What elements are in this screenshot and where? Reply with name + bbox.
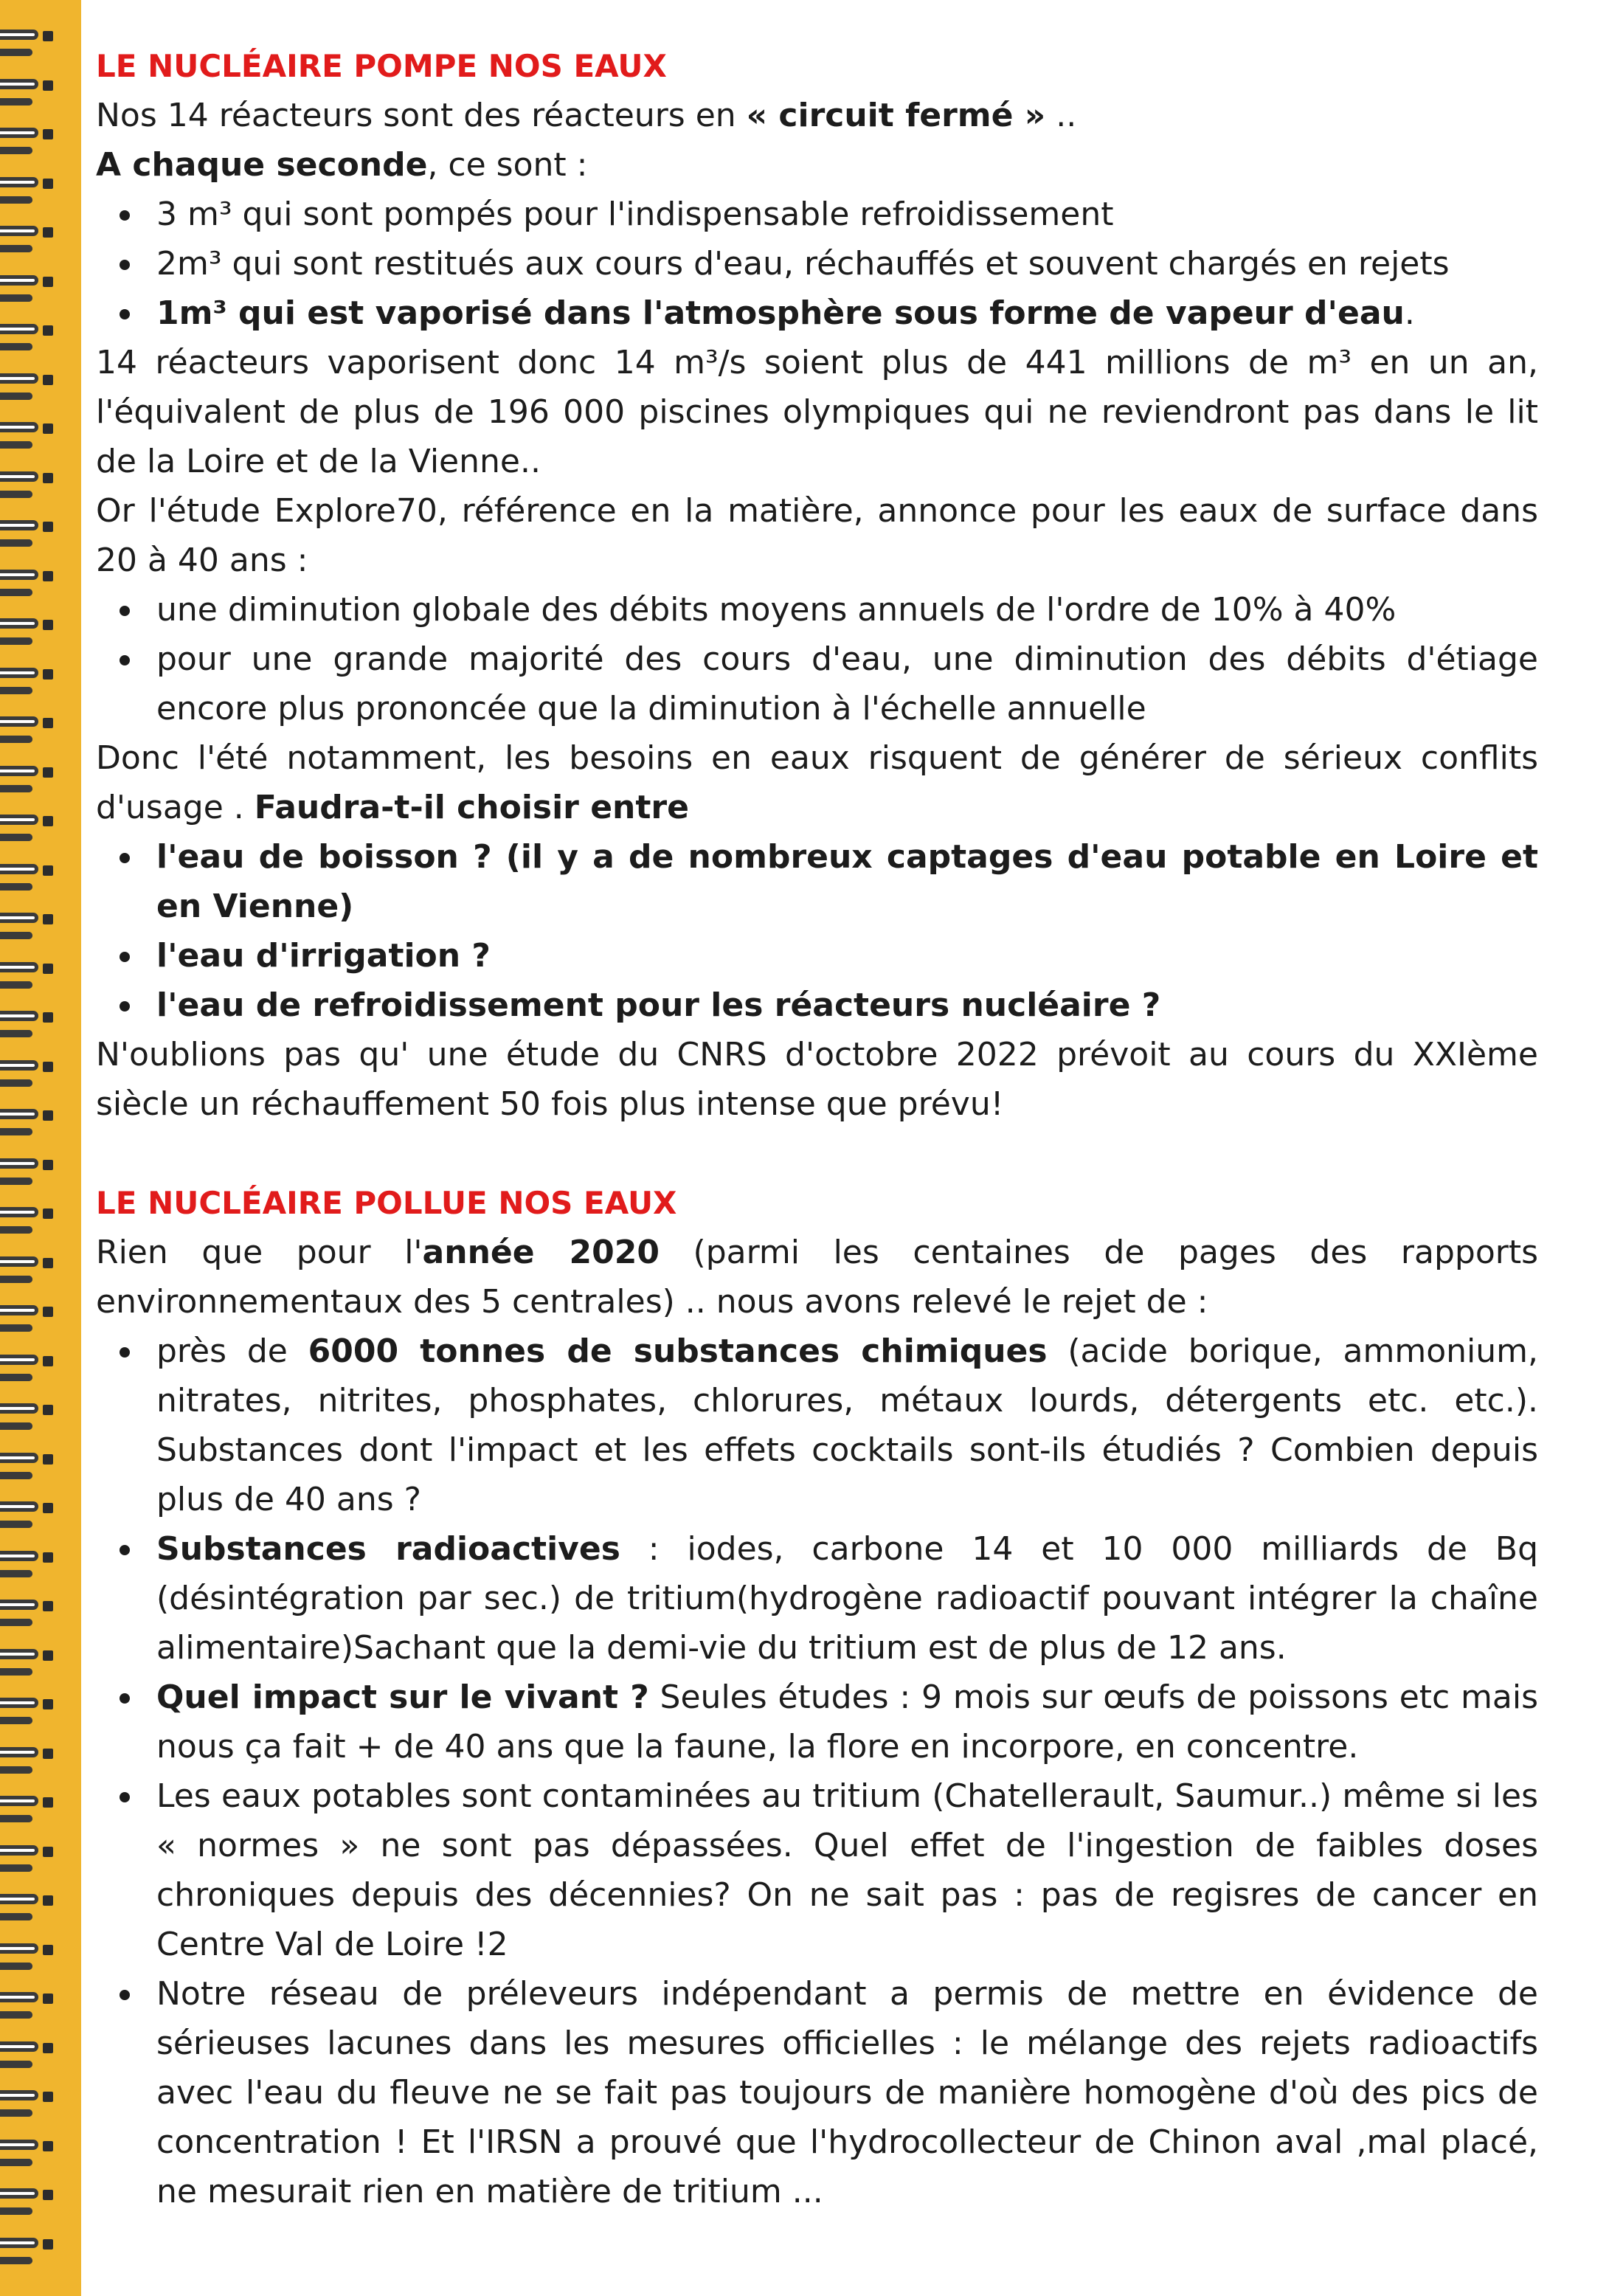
list-item [156, 1327, 1538, 1524]
text: Donc l'été notamment, les besoins en eaux risquent de générer de sérieux conflits d'usage . [96, 739, 1538, 826]
text: , ce sont : [427, 146, 588, 184]
list-item [156, 288, 1538, 338]
spiral-coil [0, 1885, 59, 1934]
rejets-list [96, 1327, 1538, 2216]
spiral-coil [0, 21, 59, 70]
list-item: une diminution globale des débits moyens annuels de l'ordre de 10% à 40% [156, 585, 1538, 634]
spiral-coil [0, 217, 59, 266]
spiral-coil [0, 1248, 59, 1297]
emphasis-text: année 2020 [422, 1234, 660, 1271]
spiral-coil [0, 1493, 59, 1542]
list-item: 2m³ qui sont restitués aux cours d'eau, réchauffés et souvent chargés en rejets [156, 239, 1538, 288]
spiral-coil [0, 1394, 59, 1444]
section-title-pompe: LE NUCLÉAIRE POMPE NOS EAUX [96, 48, 667, 84]
emphasis-text: A chaque seconde [96, 146, 428, 184]
spiral-coil [0, 1787, 59, 1836]
list-item: Les eaux potables sont contaminées au tritium (Chatellerault, Saumur..) même si les « normes » ne sont pas dépassées. Quel effet de l'ingestion de faibles doses chroniques depuis des décennies? On ne sait pas : pas de regisres de cancer en Centre Val de Loire !2 [156, 1771, 1538, 1969]
section-title-pollue: LE NUCLÉAIRE POLLUE NOS EAUX [96, 1185, 677, 1221]
text: .. [1045, 97, 1077, 134]
spiral-coil [0, 1198, 59, 1248]
spiral-coil [0, 1738, 59, 1788]
spiral-coil [0, 463, 59, 512]
emphasis-text: Faudra-t-il choisir entre [254, 789, 689, 826]
paragraph-vaporisation: 14 réacteurs vaporisent donc 14 m³/s soient plus de 441 millions de m³ en un an, l'équivalent de plus de 196 000 piscines olympiques qui ne reviendront pas dans le lit de la Loire et de la Vienne.. [96, 344, 1538, 480]
document-body [96, 41, 1538, 2216]
spiral-coil [0, 1149, 59, 1199]
list-item: l'eau de boisson ? (il y a de nombreux captages d'eau potable en Loire et en Vienne) [156, 832, 1538, 931]
spiral-coil [0, 1002, 59, 1051]
list-item: 3 m³ qui sont pompés pour l'indispensable refroidissement [156, 190, 1538, 239]
spiral-coil [0, 315, 59, 364]
spiral-coil [0, 364, 59, 414]
list-item [156, 1524, 1538, 1673]
paragraph-cnrs: N'oublions pas qu' une étude du CNRS d'octobre 2022 prévoit au cours du XXIème siècle un réchauffement 50 fois plus intense que prévu! [96, 1036, 1538, 1123]
text: (parmi les centaines de pages des rapports environnementaux des 5 centrales) .. nous avons relevé le rejet de : [96, 1234, 1539, 1321]
text: Nos 14 réacteurs sont des réacteurs en [96, 97, 747, 134]
spiral-coil [0, 855, 59, 905]
spiral-coil [0, 1934, 59, 1984]
spiral-coil [0, 1346, 59, 1395]
spiral-coil [0, 168, 59, 218]
paragraph-circuit-ferme [96, 91, 1538, 140]
spiral-coil [0, 2179, 59, 2229]
choice-list [96, 832, 1538, 1030]
list-item: pour une grande majorité des cours d'eau, une diminution des débits d'étiage encore plus prononcée que la diminution à l'échelle annuelle [156, 634, 1538, 733]
emphasis-text: Quel impact sur le vivant ? [156, 1678, 649, 1716]
spiral-coils [0, 21, 59, 2278]
spiral-coil [0, 659, 59, 708]
spiral-coil [0, 2081, 59, 2131]
list-item [156, 1673, 1538, 1771]
paragraph-annee-2020 [96, 1228, 1538, 1327]
spiral-coil [0, 1444, 59, 1493]
spiral-coil [0, 757, 59, 806]
emphasis-text: « circuit fermé » [746, 97, 1046, 134]
section-spacer [96, 1129, 1538, 1178]
spiral-coil [0, 413, 59, 463]
text: : iodes, carbone 14 et 10 000 milliards de Bq (désintégration par sec.) de tritium(hydrogène radioactif pouvant intégrer la chaîne alimentaire)Sachant que la demi-vie du tritium est de plus de 12 ans. [156, 1530, 1538, 1667]
text: (acide borique, ammonium, nitrates, nitrites, phosphates, chlorures, métaux lourds, détergents etc. etc.). Substances dont l'impact et les effets cocktails sont-ils étudiés ? Combien depuis plus de 40 ans ? [156, 1332, 1538, 1518]
notebook-spiral-binding [0, 0, 81, 2296]
spiral-coil [0, 1591, 59, 1640]
text: près de [156, 1332, 308, 1370]
paragraph-chaque-seconde [96, 140, 1538, 190]
text: Seules études : 9 mois sur œufs de poissons etc mais nous ça fait + de 40 ans que la faune, la flore en incorpore, en concentre. [156, 1678, 1538, 1766]
spiral-coil [0, 2131, 59, 2180]
spiral-coil [0, 1983, 59, 2033]
spiral-coil [0, 561, 59, 610]
spiral-coil [0, 1689, 59, 1738]
emphasis-text: 6000 tonnes de substances chimiques [308, 1332, 1048, 1370]
paragraph-explore70: Or l'étude Explore70, référence en la matière, annonce pour les eaux de surface dans 20 à 40 ans : [96, 492, 1538, 579]
spiral-coil [0, 1296, 59, 1346]
spiral-coil [0, 806, 59, 855]
spiral-coil [0, 70, 59, 120]
spiral-coil [0, 1640, 59, 1690]
spiral-coil [0, 266, 59, 316]
spiral-coil [0, 1836, 59, 1886]
spiral-coil [0, 708, 59, 757]
water-flow-list [96, 190, 1538, 338]
paragraph-conflits [96, 733, 1538, 832]
spiral-coil [0, 1542, 59, 1591]
spiral-coil [0, 119, 59, 168]
spiral-coil [0, 1051, 59, 1101]
list-item: l'eau de refroidissement pour les réacteurs nucléaire ? [156, 981, 1538, 1030]
text: . [1404, 294, 1415, 332]
spiral-coil [0, 953, 59, 1003]
emphasis-text: Substances radioactives [156, 1530, 620, 1568]
list-item: l'eau d'irrigation ? [156, 931, 1538, 981]
spiral-coil [0, 904, 59, 953]
spiral-coil [0, 2229, 59, 2278]
spiral-coil [0, 609, 59, 659]
spiral-coil [0, 1100, 59, 1149]
spiral-coil [0, 511, 59, 561]
list-item: Notre réseau de préleveurs indépendant a permis de mettre en évidence de sérieuses lacunes dans les mesures officielles : le mélange des rejets radioactifs avec l'eau du fleuve ne se fait pas toujours de manière homogène d'où des pics de concentration ! Et l'IRSN a prouvé que l'hydrocollecteur de Chinon aval ,mal placé, ne mesurait rien en matière de tritium ... [156, 1969, 1538, 2216]
explore70-list [96, 585, 1538, 733]
text: Rien que pour l' [96, 1234, 423, 1271]
emphasis-text: 1m³ qui est vaporisé dans l'atmosphère sous forme de vapeur d'eau [156, 294, 1405, 332]
spiral-coil [0, 2033, 59, 2082]
